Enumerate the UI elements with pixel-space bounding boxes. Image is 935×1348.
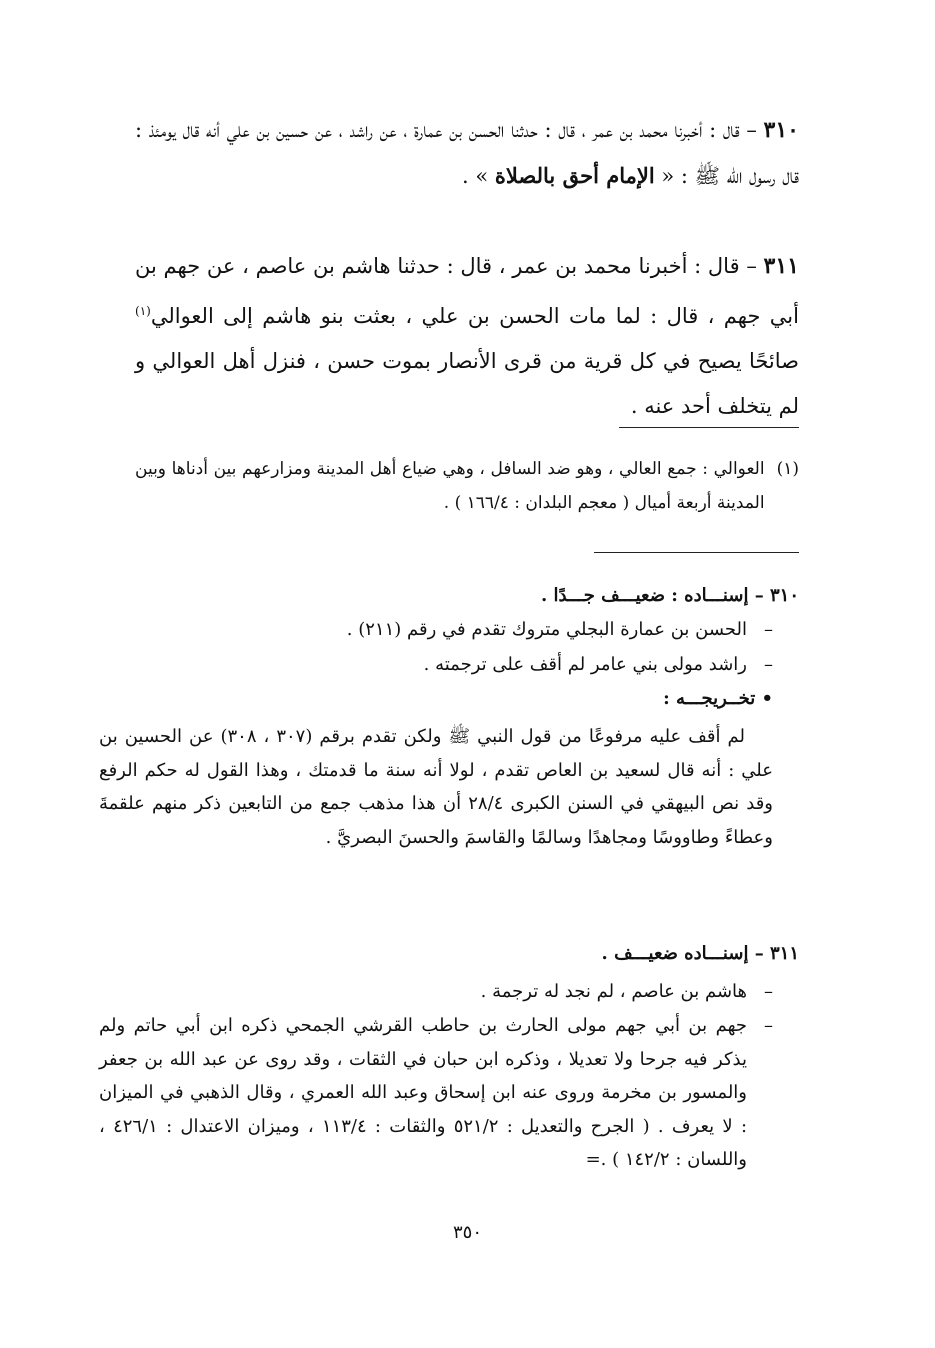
hadith-text: – قال : أخبرنا محمد بن عمر ، قال : حدثنا الحسن بن عمارة ، عن راشد ، عن حسين بن علي أنه قال يومئذ : قال رسول الله ﷺ : « (135, 118, 799, 188)
hadith-number: ٣١١ (763, 253, 799, 279)
hadith-311 (135, 244, 799, 429)
hadith-quote: الإمام أحق بالصلاة (494, 163, 655, 188)
heading-number: ٣١١ (769, 943, 799, 964)
isnad-heading (99, 580, 799, 612)
takhrij-311 (99, 938, 799, 1177)
hadith-text-end: » . (462, 164, 495, 188)
takhrij-310 (99, 580, 799, 854)
hadith-number: ٣١٠ (763, 117, 799, 143)
commentary-separator (594, 552, 799, 553)
footnote-separator (619, 427, 799, 428)
heading-text: – إسنـــاده : ضعيـــف جـــدًا . (540, 585, 770, 606)
page-number: ٣٥٠ (452, 1222, 482, 1243)
narrator-note: – راشد مولى بني عامر لم أقف على ترجمته . (423, 654, 773, 675)
footnote-paragraph (135, 452, 799, 520)
footnote-text: العوالي : جمع العالي ، وهو ضد السافل ، وهي ضياع أهل المدينة ومزارعهم بين أدناها وبين المدينة أربعة أميال ( معجم البلدان : ١٦٦/٤ ) . (135, 459, 765, 513)
narrator-note: – هاشم بن عاصم ، لم نجد له ترجمة . (480, 981, 773, 1002)
hadith-310-paragraph (135, 108, 799, 199)
takhrij-paragraph: لم أقف عليه مرفوعًا من قول النبي ﷺ ولكن تقدم برقم (٣٠٧ ، ٣٠٨) عن الحسين بن علي : أنه قال لسعيد بن العاص تقدم ، لولا أنه سنة ما قدمتك ، وهذا القول له حكم الرفع وقد نص البيهقي في السنن الكبرى ٢٨/٤ أن هذا مذهب جمع من التابعين ذكر منهم علقمةَ وعطاءً وطاووسًا ومجاهدًا وسالمًا والقاسمَ والحسنَ البصريَّ . (99, 726, 773, 848)
narrator-note: – الحسن بن عمارة البجلي متروك تقدم في رقم (٢١١) . (346, 619, 773, 640)
footnote (135, 452, 799, 520)
hadith-311-paragraph (135, 244, 799, 429)
hadith-text: – قال : أخبرنا محمد بن عمر ، قال : حدثنا هاشم بن عاصم ، عن جهم بن أبي جهم ، قال : لما مات الحسن بن علي ، بعثت بنو هاشم إلى العوالي (135, 254, 799, 328)
isnad-heading (99, 938, 799, 970)
heading-number: ٣١٠ (769, 585, 799, 606)
narrator-note: – جهم بن أبي جهم مولى الحارث بن حاطب القرشي الجمحي ذكره ابن أبي حاتم ولم يذكر فيه جرحا ولا تعديلا ، وذكره ابن حبان في الثقات ، وقد روى عن عبد الله بن جعفر والمسور بن مخرمة وروى عنه ابن إسحاق وعبد الله العمري ، وقال الذهبي في الميزان : لا يعرف . ( الجرح والتعديل : ٥٢١/٢ والثقات : ١١٣/٤ ، وميزان الاعتدال : ٤٢٦/١ ، واللسان : ١٤٢/٢ ) .= (99, 1015, 773, 1170)
footnote-reference[interactable]: (١) (135, 304, 151, 318)
takhrij-label: • تخــريجـــه : (663, 688, 773, 709)
hadith-310 (135, 108, 799, 199)
hadith-text-end: صائحًا يصيح في كل قرية من قرى الأنصار بموت حسن ، فنزل أهل العوالي و لم يتخلف أحد عنه . (135, 349, 799, 418)
heading-text: – إسنـــاده ضعيـــف . (601, 943, 770, 964)
footnote-mark: (١) (776, 459, 799, 479)
